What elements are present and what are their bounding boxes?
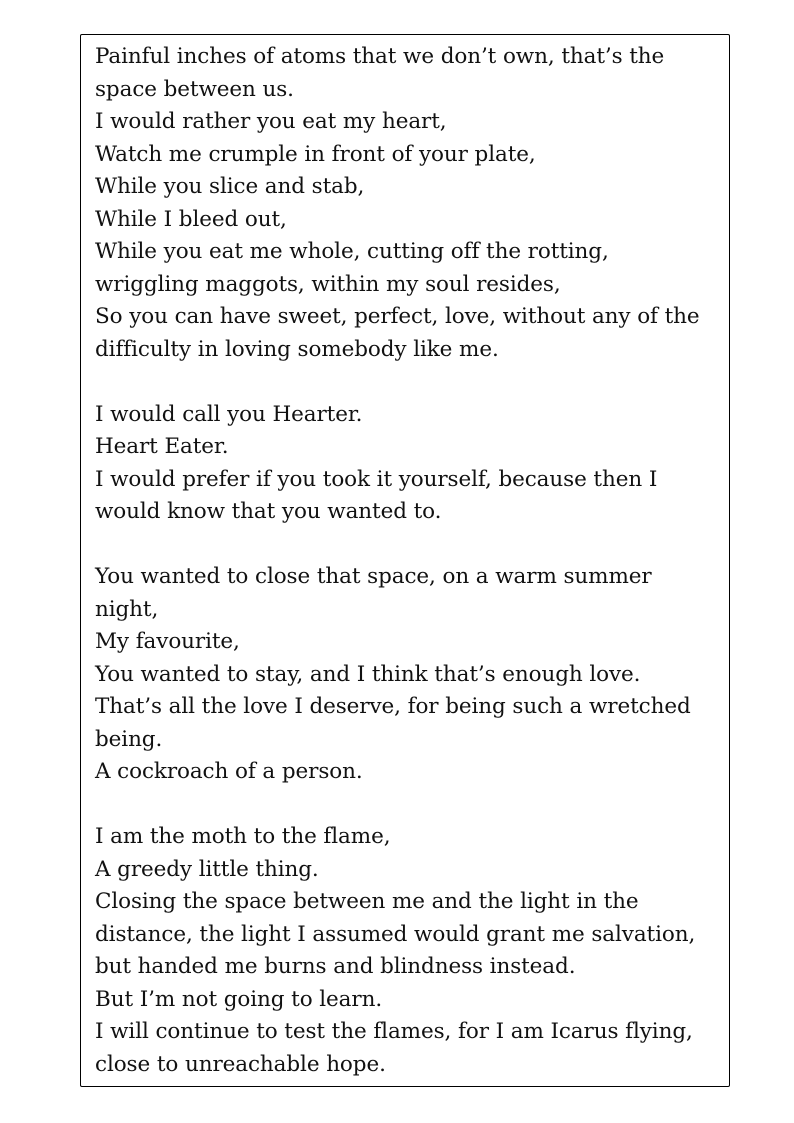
poem-line: That’s all the love I deserve, for being such a wretched being. [95, 694, 691, 752]
poem-line: Closing the space between me and the light in the distance, the light I assumed would grant me salvation, but handed me burns and blindness instead. [95, 889, 696, 979]
poem-line: While you slice and stab, [95, 174, 365, 199]
poem-line: A cockroach of a person. [95, 759, 363, 784]
poem-line: While you eat me whole, cutting off the rotting, wriggling maggots, within my soul resides, [95, 239, 609, 297]
poem-line: Heart Eater. [95, 434, 229, 459]
poem-line: I would rather you eat my heart, [95, 109, 447, 134]
poem-line: I am the moth to the flame, [95, 824, 391, 849]
poem-line: A greedy little thing. [95, 856, 319, 882]
poem-line: Painful inches of atoms that we don’t own, that’s the space between us. [95, 44, 665, 102]
page-border-frame [80, 34, 730, 1087]
poem-line: I would call you Hearter. [95, 401, 363, 427]
stanza-1 [95, 41, 717, 366]
poem-line: You wanted to close that space, on a warm summer night, [95, 564, 652, 622]
poem-line: My favourite, [95, 629, 240, 654]
poem-line: I will continue to test the flames, for I am Icarus flying, close to unreachable hope. [95, 1019, 693, 1077]
stanza-4 [95, 821, 717, 1081]
poem-line: So you can have sweet, perfect, love, without any of the difficulty in loving somebody like me. [95, 304, 700, 362]
stanza-2 [95, 399, 717, 529]
poem-line: While I bleed out, [95, 206, 287, 232]
stanza-3 [95, 561, 717, 789]
poem-text [95, 41, 717, 1081]
poem-line: I would prefer if you took it yourself, because then I would know that you wanted to. [95, 466, 658, 524]
poem-line: Watch me crumple in front of your plate, [95, 141, 536, 167]
poem-line: You wanted to stay, and I think that’s enough love. [95, 661, 641, 687]
poem-line: But I’m not going to learn. [95, 986, 383, 1012]
